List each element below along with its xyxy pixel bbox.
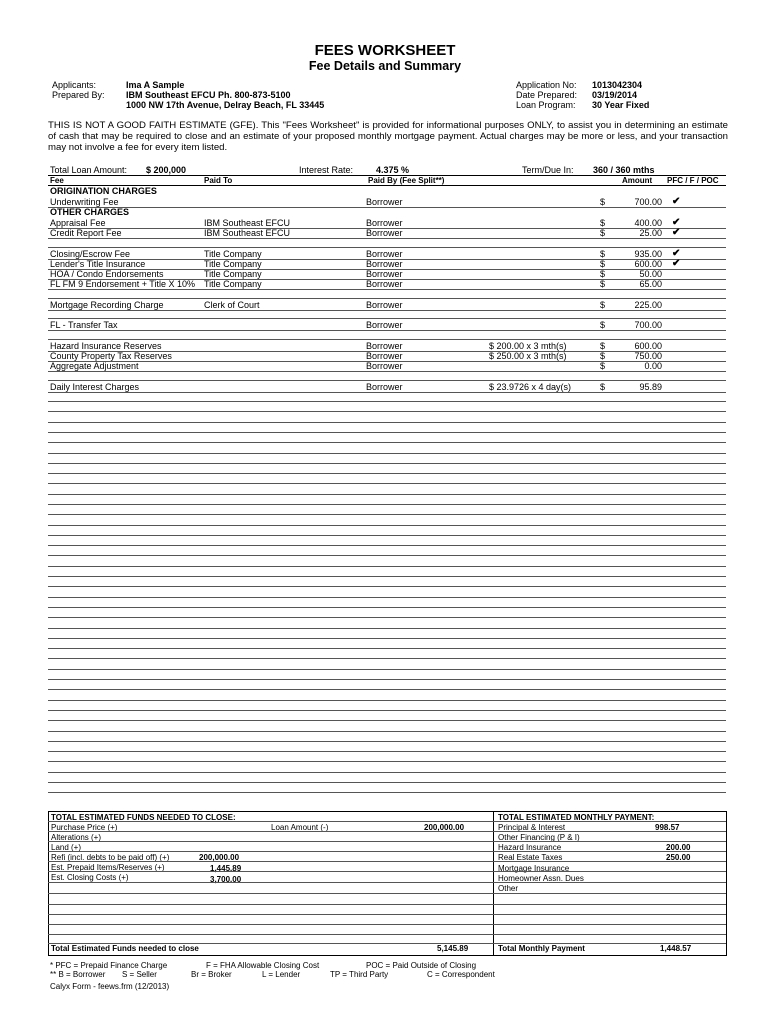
fee-paid-to: Title Company [204, 269, 262, 279]
fee-paid-by: Borrower [366, 249, 403, 259]
preparer-address: 1000 NW 17th Avenue, Delray Beach, FL 33445 [126, 100, 325, 110]
monthly-hoa: Homeowner Assn. Dues [498, 874, 584, 883]
fee-paid-by: Borrower [366, 382, 403, 392]
fee-dollar-sign: $ [600, 269, 606, 279]
fee-amount: 700.00 [634, 320, 662, 330]
term-value: 360 / 360 mths [593, 165, 655, 175]
fee-amount: 400.00 [634, 218, 662, 228]
fee-paid-to: Title Company [204, 279, 262, 289]
fee-dollar-sign: $ [600, 361, 606, 371]
fee-paid-by: Borrower [366, 197, 403, 207]
application-no-value: 1013042304 [592, 80, 643, 90]
check-icon: ✔ [672, 227, 681, 238]
fee-name: FL FM 9 Endorsement + Title X 10% [50, 279, 195, 289]
fee-paid-by: Borrower [366, 341, 403, 351]
funds-total-value: 5,145.89 [437, 944, 469, 953]
monthly-heading: TOTAL ESTIMATED MONTHLY PAYMENT: [498, 813, 655, 822]
funds-purchase-price: Purchase Price (+) [51, 823, 118, 832]
section-origination: ORIGINATION CHARGES [50, 186, 157, 196]
fee-amount: 225.00 [634, 300, 662, 310]
date-prepared-label: Date Prepared: [516, 90, 578, 100]
fee-dollar-sign: $ [600, 259, 606, 269]
fee-dollar-sign: $ [600, 279, 606, 289]
fee-paid-by: Borrower [366, 218, 403, 228]
monthly-other-financing: Other Financing (P & I) [498, 833, 580, 842]
monthly-taxes: Real Estate Taxes [498, 853, 563, 862]
fee-name: Daily Interest Charges [50, 382, 140, 392]
fee-name: HOA / Condo Endorsements [50, 269, 164, 279]
monthly-hazard: Hazard Insurance [498, 843, 562, 852]
fee-dollar-sign: $ [600, 197, 606, 207]
fee-paid-to: Title Company [204, 249, 262, 259]
funds-closing-value: 3,700.00 [210, 875, 242, 884]
interest-rate-label: Interest Rate: [299, 165, 354, 175]
fee-amount: 65.00 [639, 279, 662, 289]
fee-paid-by: Borrower [366, 320, 403, 330]
term-label: Term/Due In: [522, 165, 574, 175]
footnote-b: ** B = Borrower [50, 970, 106, 979]
prepared-by-label: Prepared By: [52, 90, 105, 100]
funds-refi-value: 200,000.00 [199, 853, 240, 862]
fee-amount: 0.00 [644, 361, 662, 371]
interest-rate-value: 4.375 % [376, 165, 410, 175]
footnote-poc: POC = Paid Outside of Closing [366, 961, 477, 970]
col-pfc: PFC / F / POC [667, 176, 719, 185]
fee-paid-to: Title Company [204, 259, 262, 269]
check-icon: ✔ [672, 248, 681, 259]
fee-paid-by: Borrower [366, 259, 403, 269]
col-fee: Fee [50, 176, 64, 185]
funds-closing: Est. Closing Costs (+) [51, 873, 129, 882]
footnote-br: Br = Broker [191, 970, 232, 979]
footnote-s: S = Seller [122, 970, 157, 979]
check-icon: ✔ [672, 258, 681, 269]
fee-name: County Property Tax Reserves [50, 351, 172, 361]
total-loan-label: Total Loan Amount: [50, 165, 128, 175]
fee-paid-by: Borrower [366, 300, 403, 310]
fee-amount: 50.00 [639, 269, 662, 279]
fee-amount: 95.89 [639, 382, 662, 392]
fee-amount: 25.00 [639, 228, 662, 238]
applicants-value: Ima A Sample [126, 80, 185, 90]
monthly-other: Other [498, 884, 519, 893]
footnote-c: C = Correspondent [427, 970, 495, 979]
col-paid-to: Paid To [204, 176, 233, 185]
monthly-taxes-value: 250.00 [666, 853, 691, 862]
fee-paid-by: Borrower [366, 361, 403, 371]
funds-heading: TOTAL ESTIMATED FUNDS NEEDED TO CLOSE: [51, 813, 236, 822]
fee-dollar-sign: $ [600, 218, 606, 228]
fee-paid-by: Borrower [366, 279, 403, 289]
fee-dollar-sign: $ [600, 300, 606, 310]
fee-dollar-sign: $ [600, 351, 606, 361]
col-paid-by: Paid By (Fee Split**) [368, 176, 445, 185]
fee-split: $ 23.9726 x 4 day(s) [489, 382, 572, 392]
date-prepared-value: 03/19/2014 [592, 90, 638, 100]
funds-refi: Refi (incl. debts to be paid off) (+) [51, 853, 170, 862]
monthly-principal: Principal & Interest [498, 823, 566, 832]
fee-dollar-sign: $ [600, 228, 606, 238]
section-other: OTHER CHARGES [50, 207, 130, 217]
funds-prepaid: Est. Prepaid Items/Reserves (+) [51, 863, 165, 872]
application-no-label: Application No: [516, 80, 577, 90]
form-id: Calyx Form - feews.frm (12/2013) [50, 982, 170, 991]
monthly-principal-value: 998.57 [655, 823, 680, 832]
fee-name: Appraisal Fee [50, 218, 106, 228]
fee-name: Mortgage Recording Charge [50, 300, 164, 310]
footnote-f: F = FHA Allowable Closing Cost [206, 961, 320, 970]
funds-prepaid-value: 1,445.89 [210, 864, 242, 873]
fee-amount: 600.00 [634, 341, 662, 351]
fee-dollar-sign: $ [600, 341, 606, 351]
funds-loan-amount-value: 200,000.00 [424, 823, 465, 832]
total-loan-value: $ 200,000 [146, 165, 187, 175]
footnote-l: L = Lender [262, 970, 301, 979]
prepared-by-value: IBM Southeast EFCU Ph. 800-873-5100 [126, 90, 291, 100]
fee-name: Lender's Title Insurance [50, 259, 146, 269]
funds-land: Land (+) [51, 843, 82, 852]
fee-amount: 700.00 [634, 197, 662, 207]
fee-dollar-sign: $ [600, 382, 606, 392]
monthly-total-value: 1,448.57 [660, 944, 692, 953]
fee-split: $ 250.00 x 3 mth(s) [489, 351, 567, 361]
col-amount: Amount [622, 176, 653, 185]
footnote-pfc: * PFC = Prepaid Finance Charge [50, 961, 168, 970]
funds-total-label: Total Estimated Funds needed to close [51, 944, 199, 953]
fee-name: Closing/Escrow Fee [50, 249, 131, 259]
fee-name: FL - Transfer Tax [50, 320, 118, 330]
fee-name: Underwriting Fee [50, 197, 119, 207]
check-icon: ✔ [672, 196, 681, 207]
fee-paid-by: Borrower [366, 228, 403, 238]
monthly-total-label: Total Monthly Payment [498, 944, 585, 953]
fee-paid-to: IBM Southeast EFCU [204, 218, 291, 228]
funds-loan-amount: Loan Amount (-) [271, 823, 329, 832]
fee-amount: 600.00 [634, 259, 662, 269]
fee-amount: 750.00 [634, 351, 662, 361]
fee-paid-to: Clerk of Court [204, 300, 260, 310]
fee-dollar-sign: $ [600, 320, 606, 330]
check-icon: ✔ [672, 217, 681, 228]
fee-amount: 935.00 [634, 249, 662, 259]
fee-name: Aggregate Adjustment [50, 361, 139, 371]
fee-name: Hazard Insurance Reserves [50, 341, 162, 351]
page-subtitle: Fee Details and Summary [308, 59, 462, 73]
fee-paid-to: IBM Southeast EFCU [204, 228, 291, 238]
funds-alterations: Alterations (+) [51, 833, 102, 842]
page-title: FEES WORKSHEET [314, 42, 456, 59]
disclaimer-notice: THIS IS NOT A GOOD FAITH ESTIMATE (GFE). This "Fees Worksheet" is provided for informational purposes ONLY, to assist you in determining an estimate of cash that may be required to close and an estimate of your proposed monthly mortgage payment. Actual charges may be more or less, and your transaction may not involve a fee for every item listed. [48, 120, 728, 153]
loan-program-value: 30 Year Fixed [592, 100, 650, 110]
fee-paid-by: Borrower [366, 269, 403, 279]
fee-paid-by: Borrower [366, 351, 403, 361]
fee-name: Credit Report Fee [50, 228, 122, 238]
monthly-hazard-value: 200.00 [666, 843, 691, 852]
footnote-tp: TP = Third Party [330, 970, 389, 979]
loan-program-label: Loan Program: [516, 100, 576, 110]
fee-dollar-sign: $ [600, 249, 606, 259]
fee-split: $ 200.00 x 3 mth(s) [489, 341, 567, 351]
monthly-mortgage-insurance: Mortgage Insurance [498, 864, 570, 873]
applicants-label: Applicants: [52, 80, 97, 90]
